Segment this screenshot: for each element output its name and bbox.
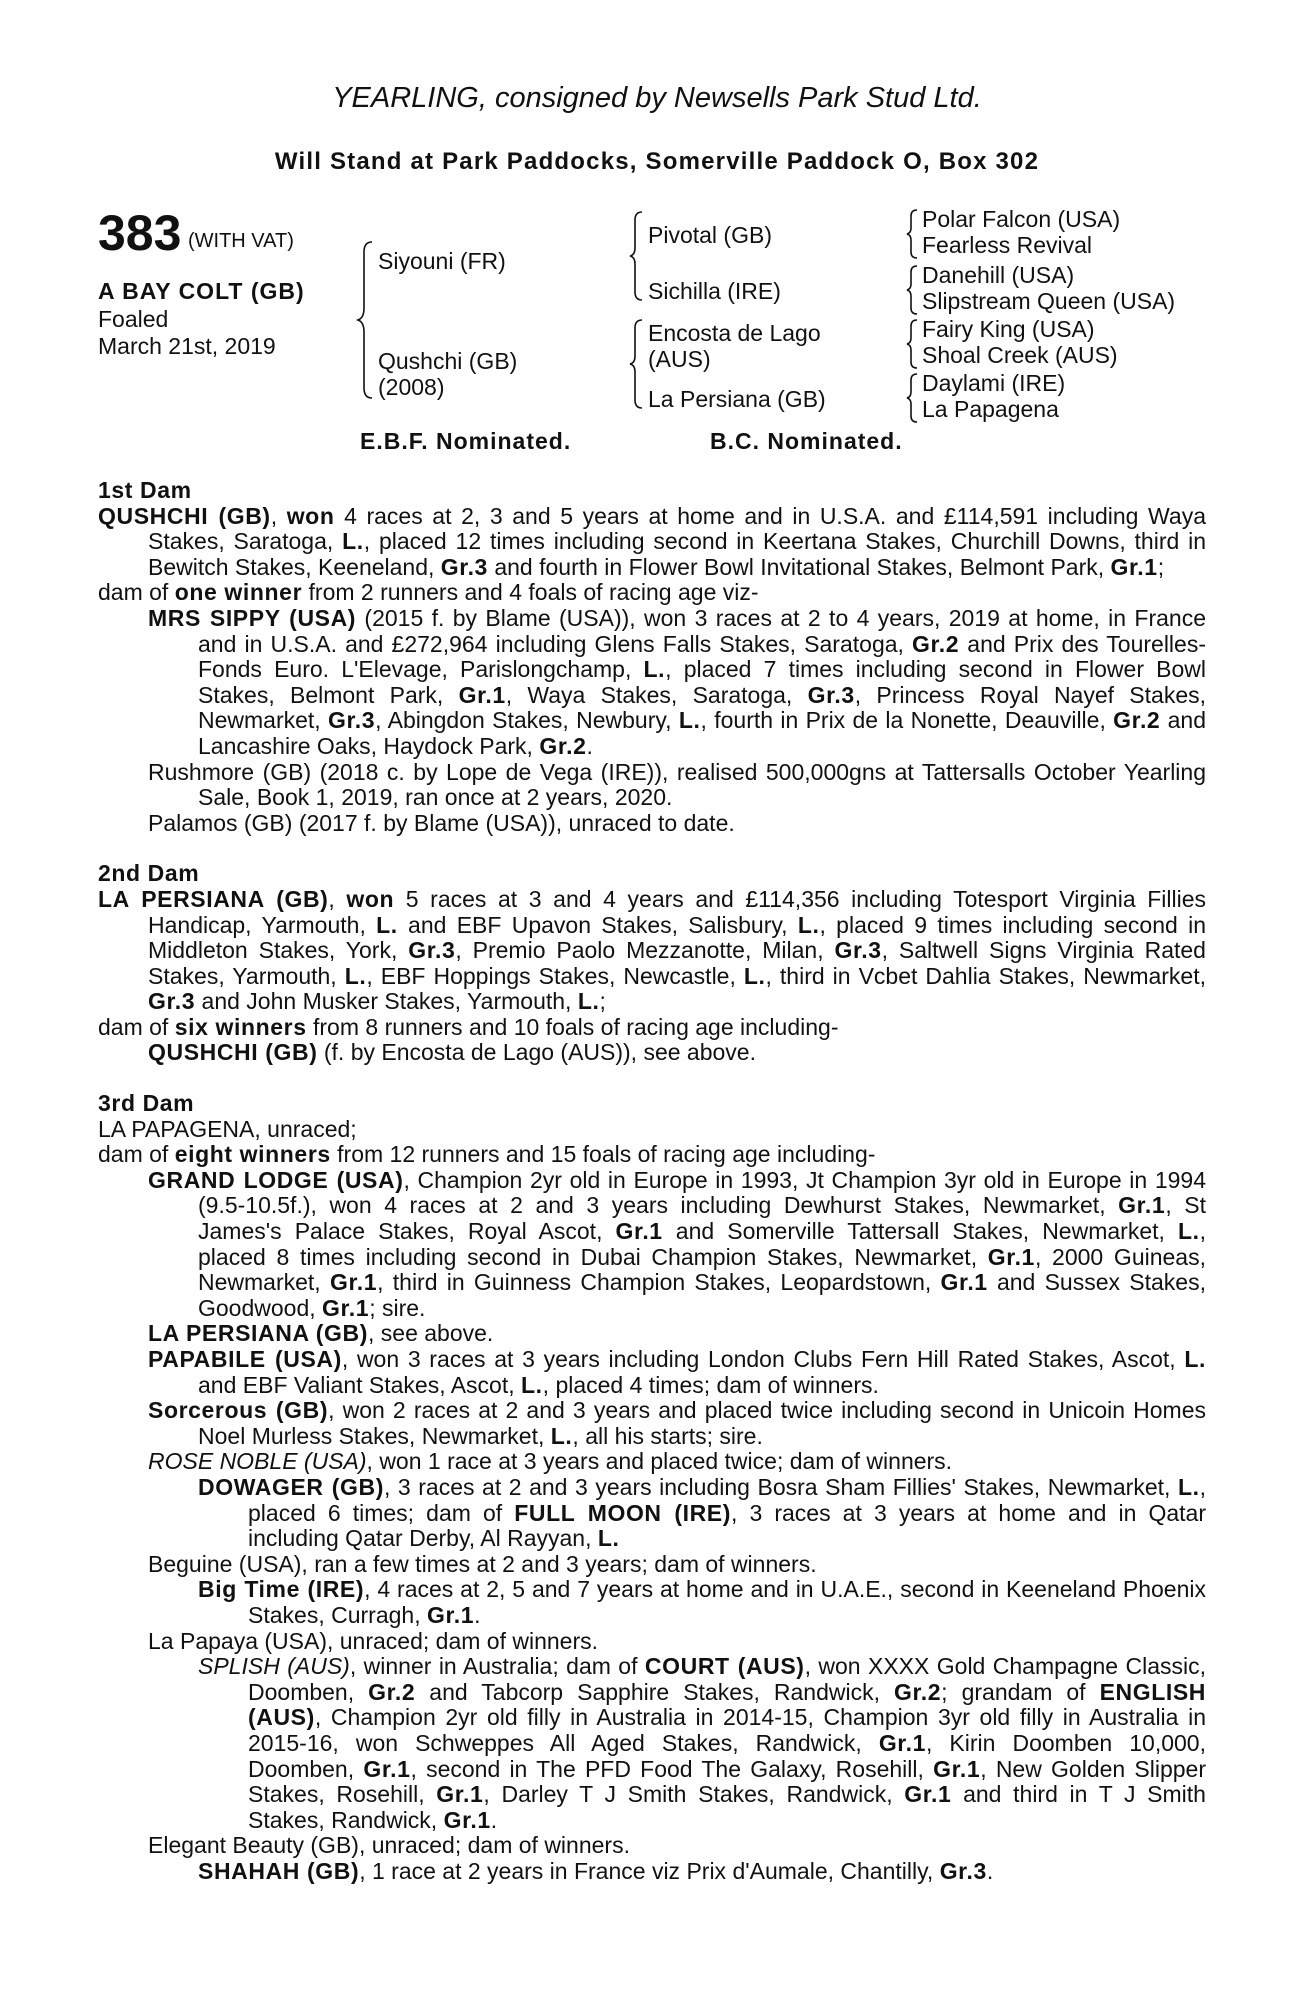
text-run: and Lancashire Oaks, Haydock Park, — [198, 707, 1207, 759]
bold-text-run: Gr.2 — [368, 1678, 416, 1705]
text-run: dam of — [98, 1141, 175, 1168]
bold-text-run: MRS SIPPY (USA) — [148, 604, 357, 631]
text-run: , placed 4 times; dam of winners. — [542, 1371, 879, 1398]
first-dam-produce-2 — [98, 760, 1206, 811]
third-dam-grandproduce-3 — [98, 1654, 1206, 1833]
pedigree-g3-5: Fairy King (USA) — [922, 316, 1095, 342]
bold-text-run: Gr.3 — [834, 937, 882, 964]
bold-text-run: Gr.3 — [939, 1857, 987, 1884]
bold-text-run: Gr.1 — [615, 1218, 663, 1245]
bold-text-run: L. — [597, 1525, 620, 1552]
bold-text-run: L. — [521, 1371, 543, 1398]
pedigree-g3-4: Slipstream Queen (USA) — [922, 288, 1176, 314]
text-run: Palamos (GB) (2017 f. by Blame (USA)), unraced to date. — [148, 809, 735, 836]
bold-text-run: COURT (AUS) — [644, 1653, 805, 1680]
ebf-nomination: E.B.F. Nominated. — [360, 428, 572, 454]
text-run: Rushmore (GB) (2018 c. by Lope de Vega (IRE)), realised 500,000gns at Tattersalls October Yearling Sale, Book 1, 2019, ran once at 2 years, 2020. — [148, 758, 1206, 811]
text-run: , Premio Paolo Mezzanotte, Milan, — [455, 937, 835, 964]
first-dam-heading: 1st Dam — [98, 477, 192, 503]
bold-text-run: Gr.3 — [328, 707, 376, 734]
text-run: , placed 12 times including second in Keertana Stakes, Churchill Downs, third in Bewitch Stakes, Keeneland, — [148, 528, 1206, 580]
text-run: , St James's Palace Stakes, Royal Ascot, — [198, 1192, 1206, 1245]
third-dam-grandproduce-2 — [98, 1577, 1206, 1628]
text-run: , placed 6 times; dam of — [248, 1473, 1206, 1526]
bold-text-run: Gr.1 — [458, 681, 506, 708]
bold-text-run: FULL MOON (IRE) — [514, 1499, 731, 1526]
bold-text-run: Gr.3 — [807, 681, 855, 708]
text-run: . — [586, 732, 593, 759]
bold-text-run: Big Time (IRE) — [198, 1576, 365, 1603]
bold-text-run: Gr.1 — [904, 1781, 952, 1808]
italic-text-run: ROSE NOBLE (USA) — [148, 1448, 367, 1475]
text-run: from 8 runners and 10 foals of racing age including- — [306, 1013, 839, 1040]
bold-text-run: L. — [1184, 1346, 1207, 1372]
text-run: 5 races at 3 and 4 years and £114,356 including Totesport Virginia Fillies Handicap, Yarmouth, — [148, 885, 1206, 938]
bold-text-run: Gr.1 — [426, 1601, 475, 1628]
bold-text-run: won — [346, 885, 395, 912]
text-run: ; grandam of — [941, 1678, 1100, 1705]
text-run: , second in The PFD Food The Galaxy, Rosehill, — [410, 1755, 934, 1782]
text-run: , all his starts; sire. — [572, 1422, 763, 1449]
text-run: , won 3 races at 3 years including London Clubs Fern Hill Rated Stakes, Ascot, — [341, 1346, 1185, 1372]
bold-text-run: Gr.3 — [148, 988, 196, 1015]
third-dam-produce-4 — [98, 1398, 1206, 1449]
text-run: dam of — [98, 1013, 175, 1040]
italic-text-run: SPLISH (AUS) — [198, 1653, 350, 1680]
text-run: ; sire. — [369, 1294, 426, 1321]
pedigree-g3-1: Polar Falcon (USA) — [922, 206, 1121, 232]
pedigree-g3-7: Daylami (IRE) — [922, 370, 1066, 396]
pedigree-dam: Qushchi (GB) — [378, 348, 518, 374]
lot-number: 383 — [98, 205, 182, 261]
bold-text-run: ENGLISH (AUS) — [248, 1678, 1206, 1731]
third-dam-produce-2 — [98, 1321, 1206, 1347]
pedigree-dam-sire-country: (AUS) — [648, 346, 711, 372]
text-run: and Tabcorp Sapphire Stakes, Randwick, — [415, 1678, 895, 1705]
text-run: , Saltwell Signs Virginia Rated Stakes, Yarmouth, — [148, 937, 1206, 989]
bold-text-run: Gr.1 — [1110, 553, 1158, 580]
third-dam-produce-3 — [98, 1347, 1206, 1398]
text-run: Elegant Beauty (GB), unraced; dam of winners. — [148, 1832, 630, 1859]
bold-text-run: Gr.1 — [940, 1269, 988, 1296]
bold-text-run: Gr.2 — [894, 1678, 942, 1705]
pedigree-brace-ds — [905, 318, 919, 370]
bold-text-run: L. — [797, 911, 820, 938]
pedigree-dam-year: (2008) — [378, 374, 445, 400]
bold-text-run: Sorcerous (GB) — [148, 1397, 329, 1424]
horse-name: A BAY COLT (GB) — [98, 278, 305, 304]
text-run: LA PAPAGENA, unraced; — [98, 1115, 357, 1142]
bold-text-run: DOWAGER (GB) — [198, 1473, 384, 1500]
text-run: , Abingdon Stakes, Newbury, — [375, 707, 679, 734]
bold-text-run: Gr.1 — [443, 1806, 491, 1833]
bold-text-run: Gr.2 — [539, 732, 587, 759]
text-run: , Champion 2yr old filly in Australia in 2014-15, Champion 3yr old filly in Australia in 2015-16, won Schweppes All Aged Stakes, Randwick, — [248, 1704, 1206, 1756]
third-dam-grandproduce-1 — [98, 1475, 1206, 1552]
pedigree-brace-main — [356, 240, 374, 400]
text-run: and Somerville Tattersall Stakes, Newmarket, — [662, 1218, 1178, 1245]
bold-text-run: L. — [1177, 1218, 1200, 1245]
text-run: , Princess Royal Nayef Stakes, Newmarket, — [198, 681, 1207, 734]
bold-text-run: QUSHCHI (GB) — [98, 502, 271, 529]
bold-text-run: GRAND LODGE (USA) — [148, 1166, 404, 1193]
bold-text-run: Gr.1 — [436, 1781, 484, 1808]
text-run: , Waya Stakes, Saratoga, — [505, 681, 808, 708]
family-notes — [98, 478, 1206, 1884]
pedigree-g3-6: Shoal Creek (AUS) — [922, 342, 1118, 368]
pedigree-sire: Siyouni (FR) — [378, 248, 506, 274]
bold-text-run: L. — [550, 1422, 573, 1449]
bold-text-run: L. — [678, 707, 701, 734]
text-run: , placed 7 times including second in Flower Bowl Stakes, Belmont Park, — [198, 656, 1206, 708]
bold-text-run: Gr.1 — [933, 1755, 981, 1782]
bold-text-run: one winner — [174, 579, 303, 606]
text-run: and fourth in Flower Bowl Invitational Stakes, Belmont Park, — [487, 553, 1111, 580]
bc-nomination: B.C. Nominated. — [710, 428, 903, 454]
third-dam-produce-8 — [98, 1833, 1206, 1859]
text-run: Beguine (USA), ran a few times at 2 and 3 years; dam of winners. — [148, 1550, 817, 1577]
pedigree-brace-ss — [905, 208, 919, 260]
text-run: , placed 8 times including second in Dubai Champion Stakes, Newmarket, — [198, 1218, 1207, 1270]
bold-text-run: LA PERSIANA (GB) — [98, 885, 329, 912]
text-run: La Papaya (USA), unraced; dam of winners. — [148, 1627, 599, 1654]
text-run: and Sussex Stakes, Goodwood, — [198, 1269, 1206, 1321]
first-dam-produce-summary — [98, 580, 1206, 606]
second-dam-produce-summary — [98, 1015, 1206, 1041]
bold-text-run: Gr.3 — [408, 937, 456, 964]
third-dam-produce-1 — [98, 1168, 1206, 1322]
foaled-label: Foaled — [98, 306, 169, 332]
third-dam-produce-summary — [98, 1142, 1206, 1168]
text-run: , fourth in Prix de la Nonette, Deauville, — [700, 707, 1114, 734]
third-dam-grandproduce-4 — [98, 1859, 1206, 1885]
bold-text-run: L. — [1177, 1473, 1200, 1500]
text-run: , — [328, 885, 347, 912]
second-dam-produce-1 — [98, 1040, 1206, 1066]
text-run: dam of — [98, 579, 175, 606]
pedigree-sire-dam: Sichilla (IRE) — [648, 278, 781, 304]
pedigree-brace-dd — [905, 372, 919, 424]
text-run: , placed 9 times including second in Middleton Stakes, York, — [148, 911, 1206, 964]
pedigree-dam-sire: Encosta de Lago — [648, 320, 821, 346]
text-run: , won 2 races at 2 and 3 years and placed twice including second in Unicoin Homes Noel Murless Stakes, Newmarket, — [198, 1397, 1207, 1449]
text-run: , 4 races at 2, 5 and 7 years at home and in U.A.E., second in Keeneland Phoenix Stakes, Curragh, — [248, 1576, 1206, 1628]
text-run: , third in Guinness Champion Stakes, Leopardstown, — [377, 1269, 941, 1296]
bold-text-run: PAPABILE (USA) — [148, 1346, 342, 1372]
bold-text-run: L. — [643, 656, 666, 683]
foaled-date: March 21st, 2019 — [98, 333, 276, 359]
text-run: , won XXXX Gold Champagne Classic, Doomben, — [248, 1653, 1206, 1705]
bold-text-run: QUSHCHI (GB) — [148, 1039, 318, 1066]
bold-text-run: Gr.1 — [322, 1294, 370, 1321]
third-dam-produce-7 — [98, 1629, 1206, 1655]
bold-text-run: won — [286, 502, 335, 529]
pedigree-brace-sd — [905, 264, 919, 316]
bold-text-run: Gr.3 — [440, 553, 488, 580]
bold-text-run: Gr.2 — [1113, 707, 1161, 734]
bold-text-run: Gr.1 — [1118, 1192, 1166, 1219]
third-dam-produce-5 — [98, 1449, 1206, 1475]
bold-text-run: LA PERSIANA (GB) — [148, 1320, 369, 1347]
text-run: and third in T J Smith Stakes, Randwick, — [248, 1781, 1206, 1833]
text-run: , winner in Australia; dam of — [349, 1653, 645, 1680]
bold-text-run: SHAHAH (GB) — [198, 1857, 360, 1884]
third-dam-record — [98, 1117, 1206, 1143]
pedigree-brace-dam — [628, 318, 644, 410]
text-run: , won 1 race at 3 years and placed twice; dam of winners. — [366, 1448, 953, 1475]
pedigree-g3-3: Danehill (USA) — [922, 262, 1075, 288]
text-run: ; — [1157, 553, 1165, 580]
third-dam-produce-6 — [98, 1552, 1206, 1578]
stand-location: Will Stand at Park Paddocks, Somerville Paddock O, Box 302 — [274, 148, 1040, 175]
pedigree-brace-sire — [628, 210, 644, 302]
text-run: and EBF Upavon Stakes, Salisbury, — [397, 911, 798, 938]
pedigree-g3-8: La Papagena — [922, 396, 1059, 422]
text-run: from 12 runners and 15 foals of racing age including- — [330, 1141, 876, 1168]
bold-text-run: L. — [376, 911, 398, 938]
first-dam-produce-1 — [98, 606, 1206, 760]
text-run: , Kirin Doomben 10,000, Doomben, — [248, 1729, 1206, 1782]
text-run: . — [474, 1601, 481, 1628]
text-run: , Champion 2yr old in Europe in 1993, Jt Champion 3yr old in Europe in 1994 (9.5-10.5f.), won 4 races at 2 and 3 years including Dewhurst Stakes, Newmarket, — [198, 1166, 1206, 1219]
bold-text-run: Gr.1 — [987, 1243, 1035, 1270]
text-run: from 2 runners and 4 foals of racing age viz- — [302, 579, 759, 606]
text-run: , New Golden Slipper Stakes, Rosehill, — [248, 1755, 1206, 1808]
text-run: . — [986, 1857, 994, 1884]
bold-text-run: Gr.1 — [363, 1755, 411, 1782]
text-run: and Prix des Tourelles-Fonds Euro. L'Elevage, Parislongchamp, — [198, 630, 1206, 683]
text-run: , 1 race at 2 years in France viz Prix d'Aumale, Chantilly, — [359, 1857, 940, 1884]
pedigree-dam-dam: La Persiana (GB) — [648, 386, 826, 412]
bold-text-run: Gr.1 — [329, 1269, 378, 1296]
text-run: , 3 races at 3 years at home and in Qatar including Qatar Derby, Al Rayyan, — [248, 1499, 1206, 1552]
text-run: , — [270, 502, 287, 529]
pedigree-g3-2: Fearless Revival — [922, 232, 1092, 258]
bold-text-run: Gr.1 — [878, 1729, 926, 1756]
text-run: , Darley T J Smith Stakes, Randwick, — [483, 1781, 905, 1808]
bold-text-run: L. — [342, 528, 364, 555]
sale-title: YEARLING, consigned by Newsells Park Stud Ltd. — [332, 82, 982, 114]
pedigree-sire-sire: Pivotal (GB) — [648, 222, 772, 248]
text-run: ; — [599, 988, 606, 1015]
text-run: , EBF Hoppings Stakes, Newcastle, — [366, 962, 744, 989]
bold-text-run: six winners — [174, 1013, 307, 1040]
bold-text-run: L. — [344, 962, 367, 989]
bold-text-run: eight winners — [174, 1141, 331, 1168]
text-run: , see above. — [368, 1320, 494, 1347]
first-dam-produce-3 — [98, 811, 1206, 837]
text-run: (2015 f. by Blame (USA)), won 3 races at 2 to 4 years, 2019 at home, in France and in U.S.A. and £272,964 including Glens Falls Stakes, Saratoga, — [198, 604, 1206, 657]
text-run: 4 races at 2, 3 and 5 years at home and in U.S.A. and £114,591 including Waya Stakes, Saratoga, — [148, 502, 1206, 555]
bold-text-run: Gr.2 — [912, 630, 960, 657]
text-run: and John Musker Stakes, Yarmouth, — [195, 988, 578, 1015]
vat-note: (WITH VAT) — [188, 230, 294, 252]
bold-text-run: L. — [577, 988, 600, 1015]
text-run: . — [490, 1806, 498, 1833]
second-dam-heading: 2nd Dam — [98, 860, 200, 887]
text-run: , 2000 Guineas, Newmarket, — [198, 1243, 1206, 1296]
text-run: , 3 races at 2 and 3 years including Bosra Sham Fillies' Stakes, Newmarket, — [383, 1473, 1178, 1500]
text-run: , third in Vcbet Dahlia Stakes, Newmarket, — [765, 962, 1207, 989]
text-run: (f. by Encosta de Lago (AUS)), see above. — [317, 1039, 756, 1066]
text-run: and EBF Valiant Stakes, Ascot, — [198, 1371, 522, 1398]
third-dam-heading: 3rd Dam — [98, 1090, 195, 1117]
first-dam-record — [98, 504, 1206, 581]
second-dam-record — [98, 887, 1206, 1015]
bold-text-run: L. — [743, 962, 766, 989]
